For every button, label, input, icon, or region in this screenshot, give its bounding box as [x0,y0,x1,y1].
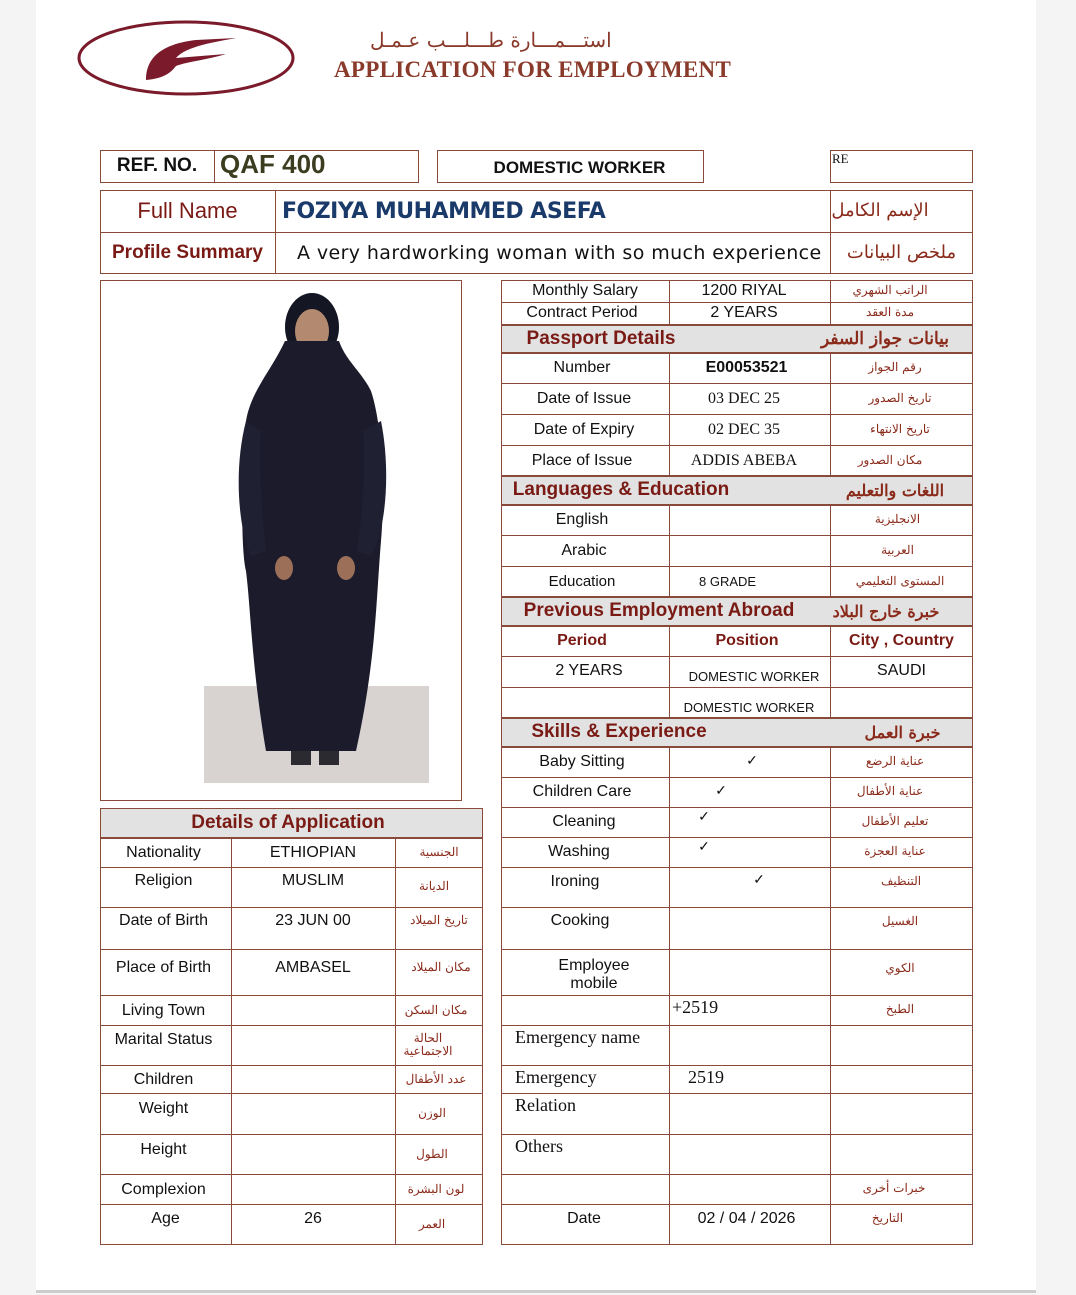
details-title: Details of Application [191,811,385,833]
prev-period-1: 2 YEARS [555,662,623,680]
marital-status-ar: الحالة الاجتماعية [403,1030,453,1058]
passport-title-ar: بيانات جواز السفر [820,328,950,349]
skill-ar-cleaning: تعليم الأطفال [861,814,929,829]
age-label: Age [151,1210,180,1228]
re-box [830,150,973,183]
children-value [231,1066,395,1094]
relation-label: Relation [515,1095,576,1116]
skill-ar-baby-sitting: عناية الرضع [865,754,925,769]
emergency-label: Emergency [515,1067,597,1088]
english-value [669,505,830,535]
mobile-value: +2519 [672,997,719,1018]
date-ar: التاريخ [871,1211,904,1226]
col-period: Period [557,632,607,650]
col-country: City , Country [849,632,954,650]
pob-value: AMBASEL [275,959,351,977]
profile-summary-ar: ملخص البيانات [846,242,957,264]
english-label: English [555,511,609,529]
marital-status-value [231,1026,395,1054]
height-value [231,1135,395,1165]
arabic-ar: العربية [881,543,914,558]
monthly-salary-value: 1200 RIYAL [701,282,787,300]
applicant-photo [101,281,461,800]
languages-title: Languages & Education [512,479,730,501]
passport-expiry-ar: تاريخ الانتهاء [870,422,930,437]
living-town-label: Living Town [121,1001,206,1019]
full-name-ar: الإسم الكامل [831,200,929,222]
skill-cooking: Cooking [550,912,610,930]
col-position: Position [715,632,779,650]
weight-label: Weight [138,1100,189,1118]
education-label: Education [548,572,616,590]
nationality-ar: الجنسية [419,844,459,859]
passport-issue-ar: تاريخ الصدور [868,391,932,406]
profile-summary-label: Profile Summary [112,241,263,263]
nationality-label: Nationality [126,843,201,861]
full-name-label: Full Name [137,197,238,223]
contract-period-value: 2 YEARS [710,304,778,322]
passport-number-label: Number [553,359,611,377]
arabic-value [669,536,830,566]
monthly-salary-ar: الراتب الشهري [852,283,928,298]
previous-title: Previous Employment Abroad [523,600,795,622]
skills-title-ar: خبرة العمل [864,722,941,742]
title-english: APPLICATION FOR EMPLOYMENT [334,57,732,82]
passport-title: Passport Details [526,327,676,349]
profile-summary-value: A very hardworking woman with so much experience [297,241,822,264]
weight-value [231,1094,395,1124]
arabic-label: Arabic [561,542,607,560]
passport-issue-label: Date of Issue [536,390,632,408]
passport-place-ar: مكان الصدور [857,453,923,468]
monthly-salary-label: Monthly Salary [532,282,638,300]
skill-check-cooking [740,907,764,935]
full-name-value: FOZIYA MUHAMMED ASEFA [282,198,606,224]
others-ar: خبرات أخرى [862,1181,926,1196]
languages-title-ar: اللغات والتعليم [845,480,945,500]
title-arabic: استـــمـــارة طـــلـــب عـمـل [370,28,612,52]
skill-ar-cooking: الغسيل [881,914,919,929]
date-value: 02 / 04 / 2026 [697,1210,796,1228]
complexion-ar: لون البشرة [407,1181,465,1196]
passport-expiry-value: 02 DEC 35 [708,421,780,439]
skill-check-cleaning: ✓ [698,808,710,825]
height-label: Height [140,1141,187,1159]
religion-value: MUSLIM [281,872,345,890]
religion-label: Religion [134,872,193,890]
children-label: Children [133,1071,194,1089]
skill-ar-ironing: التنظيف [880,874,922,889]
religion-ar: الديانة [418,879,450,894]
marital-status-label: Marital Status [114,1031,213,1049]
dob-label: Date of Birth [119,912,208,930]
dob-ar: تاريخ الميلاد [410,913,468,928]
skill-baby-sitting: Baby Sitting [539,753,625,771]
complexion-label: Complexion [121,1180,206,1198]
ref-label: REF. NO. [116,155,198,177]
previous-title-ar: خبرة خارج البلاد [832,601,940,621]
pob-label: Place of Birth [115,959,212,977]
skill-ar-children-care: عناية الأطفال [856,784,924,799]
living-town-value [231,996,395,1025]
emergency-name-label: Emergency name [515,1027,641,1048]
pob-ar: مكان الميلاد [411,960,471,975]
complexion-value [231,1175,395,1204]
photo-frame [100,280,462,801]
employee-mobile-label: Employee mobile [558,957,630,992]
ref-number: QAF 400 [220,149,326,180]
mobile-ar: الطبخ [885,1002,915,1017]
prev-position-1: DOMESTIC WORKER [688,668,820,684]
passport-place-label: Place of Issue [531,452,633,470]
height-ar: الطول [416,1147,448,1162]
contract-period-ar: مدة العقد [866,305,914,320]
job-category: DOMESTIC WORKER [493,158,666,178]
age-value: 26 [304,1210,322,1228]
skills-title: Skills & Experience [531,721,707,743]
re-label: RE [832,151,849,166]
dob-value: 23 JUN 00 [275,912,351,930]
weight-ar: الوزن [418,1106,446,1121]
skill-check-baby-sitting: ✓ [746,752,758,769]
english-ar: الانجليزية [874,512,921,527]
skill-ironing: Ironing [550,873,600,891]
date-label: Date [567,1210,601,1228]
skill-check-ironing: ✓ [753,871,765,888]
passport-number-value: E00053521 [705,359,788,377]
living-town-ar: مكان السكن [404,1002,468,1017]
company-logo [76,18,296,98]
skill-check-children-care: ✓ [715,782,727,799]
contract-period-label: Contract Period [526,304,638,322]
age-ar: العمر [418,1217,446,1232]
emergency-value: 2519 [688,1067,724,1088]
skill-ar-washing: عناية العجزة [864,844,926,859]
employee-mobile-ar: الكوي [885,961,915,976]
skill-washing: Washing [548,843,610,861]
education-value: 8 GRADE [699,573,757,589]
skill-children-care: Children Care [532,783,632,801]
passport-issue-value: 03 DEC 25 [708,390,780,408]
passport-number-ar: رقم الجواز [868,360,922,375]
page-bottom-border [36,1290,1036,1293]
passport-expiry-label: Date of Expiry [533,421,635,439]
education-ar: المستوى التعليمي [855,574,945,589]
others-label: Others [515,1136,563,1157]
children-ar: عدد الأطفال [405,1072,467,1087]
prev-period-2 [501,688,669,718]
prev-country-1: SAUDI [877,662,926,680]
skill-cleaning: Cleaning [552,813,616,831]
prev-position-2: DOMESTIC WORKER [683,699,815,715]
skill-check-washing: ✓ [698,838,710,855]
nationality-value: ETHIOPIAN [269,843,357,861]
passport-place-value: ADDIS ABEBA [690,452,798,470]
prev-country-2 [830,688,973,718]
